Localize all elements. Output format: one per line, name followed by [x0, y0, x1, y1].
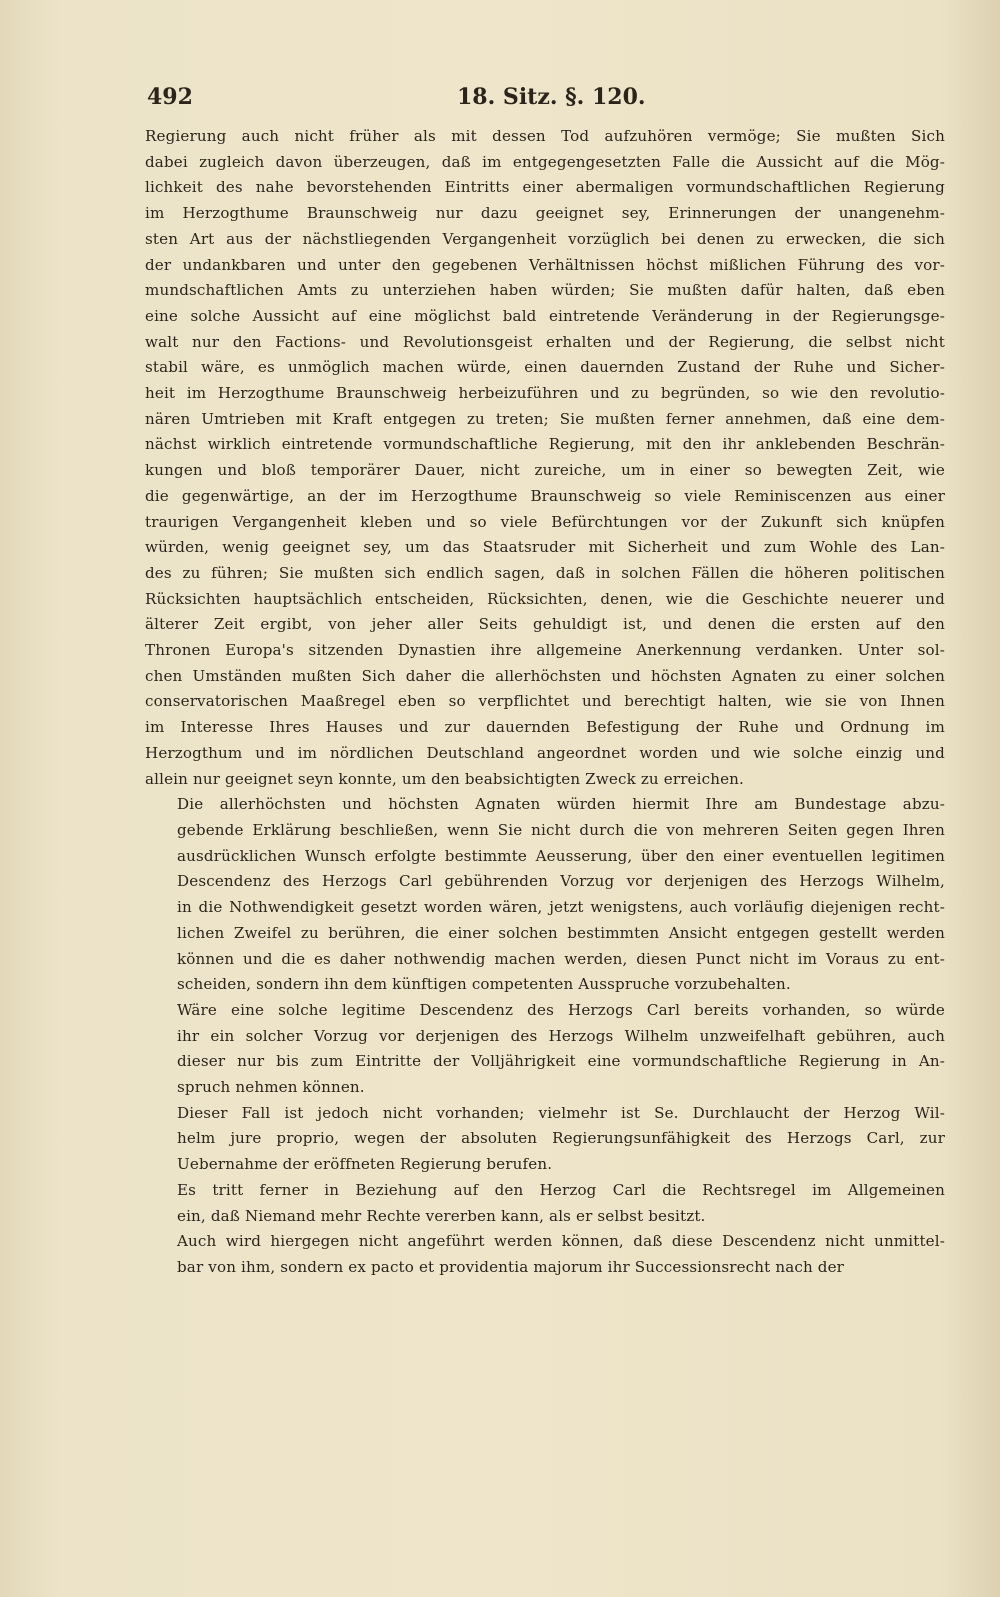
body-text [145, 124, 945, 1281]
text-line: sten Art aus der nächstliegenden Vergangenheit vorzüglich bei denen zu erwecken, die sich [145, 229, 945, 248]
text-line: können und die es daher nothwendig machen werden, diesen Punct nicht im Voraus zu ent- [177, 949, 945, 968]
text-line: nächst wirklich eintretende vormundschaftliche Regierung, mit den ihr anklebenden Beschrän- [145, 435, 945, 454]
text-line: im Interesse Ihres Hauses und zur dauernden Befestigung der Ruhe und Ordnung im [145, 718, 945, 737]
text-line: lichen Zweifel zu berühren, die einer solchen bestimmten Ansicht entgegen gestellt werden [177, 923, 945, 942]
text-line: scheiden, sondern ihn dem künftigen competenten Ausspruche vorzubehalten. [177, 975, 791, 994]
paragraph [145, 124, 945, 792]
page-header [145, 78, 945, 118]
text-line: lichkeit des nahe bevorstehenden Eintritts einer abermaligen vormundschaftlichen Regierung [145, 178, 945, 197]
text-line: Thronen Europa's sitzenden Dynastien ihre allgemeine Anerkennung verdanken. Unter sol- [145, 641, 945, 660]
paragraph [145, 1178, 945, 1229]
text-line: stabil wäre, es unmöglich machen würde, einen dauernden Zustand der Ruhe und Sicher- [145, 358, 945, 377]
text-line: Dieser Fall ist jedoch nicht vorhanden; vielmehr ist Se. Durchlaucht der Herzog Wil- [177, 1103, 945, 1122]
text-line: Wäre eine solche legitime Descendenz des Herzogs Carl bereits vorhanden, so würde [177, 1000, 945, 1019]
text-line: der undankbaren und unter den gegebenen Verhältnissen höchst mißlichen Führung des vor- [145, 255, 945, 274]
text-line: Regierung auch nicht früher als mit dessen Tod aufzuhören vermöge; Sie mußten Sich [145, 127, 945, 145]
paragraph [145, 998, 945, 1101]
paragraph [145, 792, 945, 998]
text-line: Uebernahme der eröffneten Regierung berufen. [177, 1155, 553, 1174]
text-line: im Herzogthume Braunschweig nur dazu geeignet sey, Erinnerungen der unangenehm- [145, 204, 945, 223]
text-line: kungen und bloß temporärer Dauer, nicht zureiche, um in einer so bewegten Zeit, wie [145, 461, 945, 480]
text-line: helm jure proprio, wegen der absoluten Regierungsunfähigkeit des Herzogs Carl, zur [177, 1129, 945, 1148]
text-line: ausdrücklichen Wunsch erfolgte bestimmte Aeusserung, über den einer eventuellen legitimen [177, 846, 945, 865]
text-line: ein, daß Niemand mehr Rechte vererben kann, als er selbst besitzt. [177, 1206, 706, 1225]
page-number: 492 [147, 84, 193, 110]
text-line: Die allerhöchsten und höchsten Agnaten würden hiermit Ihre am Bundestage abzu- [177, 795, 945, 814]
text-line: ihr ein solcher Vorzug vor derjenigen des Herzogs Wilhelm unzweifelhaft gebühren, auch [177, 1026, 945, 1045]
text-line: dabei zugleich davon überzeugen, daß im entgegengesetzten Falle die Aussicht auf die Mög- [145, 152, 945, 171]
text-line: in die Nothwendigkeit gesetzt worden wären, jetzt wenigstens, auch vorläufig diejenigen recht- [177, 898, 945, 917]
text-line: walt nur den Factions- und Revolutionsgeist erhalten und der Regierung, die selbst nicht [145, 332, 945, 351]
paragraph [145, 1229, 945, 1280]
text-line: des zu führen; Sie mußten sich endlich sagen, daß in solchen Fällen die höheren politischen [145, 563, 945, 582]
text-line: traurigen Vergangenheit kleben und so viele Befürchtungen vor der Zukunft sich knüpfen [145, 512, 945, 531]
text-line: Herzogthum und im nördlichen Deutschland angeordnet worden und wie solche einzig und [145, 743, 945, 762]
text-line: Rücksichten hauptsächlich entscheiden, Rücksichten, denen, wie die Geschichte neuerer und [145, 589, 945, 608]
text-line: würden, wenig geeignet sey, um das Staatsruder mit Sicherheit und zum Wohle des Lan- [145, 538, 945, 557]
text-line: Es tritt ferner in Beziehung auf den Herzog Carl die Rechtsregel im Allgemeinen [177, 1180, 945, 1199]
text-line: mundschaftlichen Amts zu unterziehen haben würden; Sie mußten dafür halten, daß eben [145, 281, 945, 300]
running-head: 18. Sitz. §. 120. [457, 84, 646, 110]
text-line: eine solche Aussicht auf eine möglichst bald eintretende Veränderung in der Regierungsge- [145, 306, 945, 325]
text-line: allein nur geeignet seyn konnte, um den beabsichtigten Zweck zu erreichen. [145, 769, 744, 788]
text-line: conservatorischen Maaßregel eben so verpflichtet und berechtigt halten, wie sie von Ihnen [145, 692, 945, 711]
text-line: bar von ihm, sondern ex pacto et providentia majorum ihr Successionsrecht nach der [177, 1257, 845, 1276]
text-line: heit im Herzogthume Braunschweig herbeizuführen und zu begründen, so wie den revolutio- [145, 384, 945, 403]
text-line: Descendenz des Herzogs Carl gebührenden Vorzug vor derjenigen des Herzogs Wilhelm, [177, 872, 945, 891]
text-line: älterer Zeit ergibt, von jeher aller Seits gehuldigt ist, und denen die ersten auf den [145, 615, 945, 634]
text-line: gebende Erklärung beschließen, wenn Sie nicht durch die von mehreren Seiten gegen Ihren [177, 820, 945, 839]
text-line: nären Umtrieben mit Kraft entgegen zu treten; Sie mußten ferner annehmen, daß eine dem- [145, 409, 945, 428]
text-line: dieser nur bis zum Eintritte der Volljährigkeit eine vormundschaftliche Regierung in An- [177, 1052, 945, 1071]
text-line: Auch wird hiergegen nicht angeführt werden können, daß diese Descendenz nicht unmittel- [177, 1232, 945, 1251]
paragraph [145, 1101, 945, 1178]
text-line: die gegenwärtige, an der im Herzogthume Braunschweig so viele Reminiscenzen aus einer [145, 486, 945, 505]
text-line: chen Umständen mußten Sich daher die allerhöchsten und höchsten Agnaten zu einer solchen [145, 666, 945, 685]
text-line: spruch nehmen können. [177, 1078, 365, 1097]
